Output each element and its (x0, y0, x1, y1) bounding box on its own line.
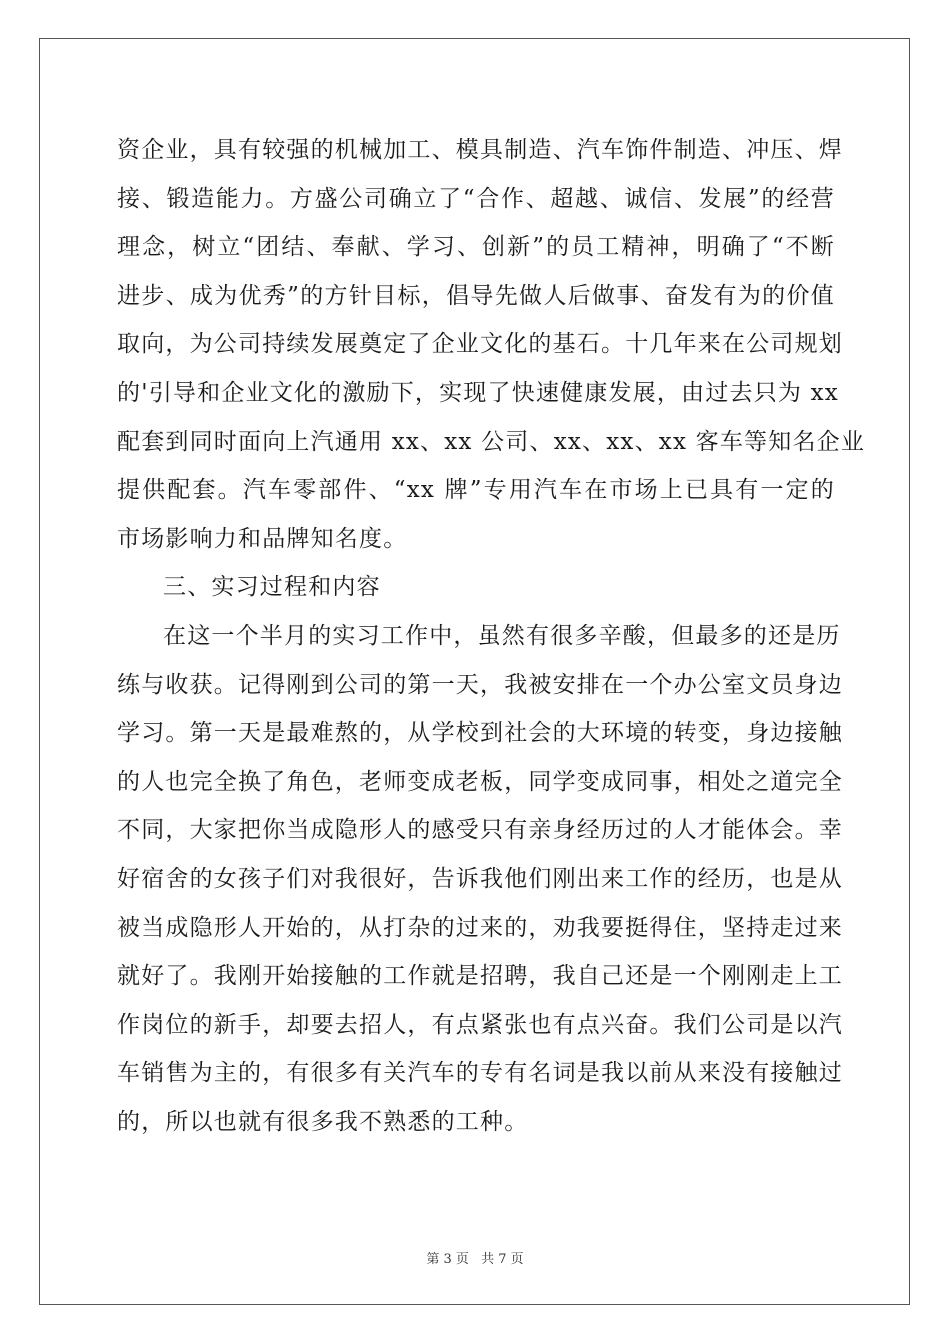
paragraph-line: 的人也完全换了角色，老师变成老板，同学变成同事，相处之道完全 (117, 768, 843, 795)
paragraph-line: 的，所以也就有很多我不熟悉的工种。 (117, 1108, 529, 1135)
paragraph-line: 好宿舍的女孩子们对我很好，告诉我他们刚出来工作的经历，也是从 (117, 865, 843, 892)
paragraph-line: 车销售为主的，有很多有关汽车的专有名词是我以前从来没有接触过 (117, 1060, 843, 1087)
document-body (117, 126, 866, 1146)
paragraph-line: 的'引导和企业文化的激励下，实现了快速健康发展，由过去只为 xx (117, 379, 839, 406)
paragraph-line: 就好了。我刚开始接触的工作就是招聘，我自己还是一个刚刚走上工 (117, 963, 843, 990)
paragraph-line: 不同，大家把你当成隐形人的感受只有亲身经历过的人才能体会。幸 (117, 817, 843, 844)
section-heading: 三、实习过程和内容 (163, 574, 381, 601)
page-total: 共 7 页 (481, 1252, 524, 1267)
paragraph-line: 取向，为公司持续发展奠定了企业文化的基石。十几年来在公司规划 (117, 331, 843, 358)
page-number: 第 3 页 (426, 1252, 469, 1267)
paragraph-line: 资企业，具有较强的机械加工、模具制造、汽车饰件制造、冲压、焊 (117, 137, 843, 163)
paragraph-line: 配套到同时面向上汽通用 xx、xx 公司、xx、xx、xx 客车等知名企业 (117, 428, 866, 455)
paragraph-line: 接、锻造能力。方盛公司确立了“合作、超越、诚信、发展”的经营 (117, 185, 835, 212)
page-footer (0, 1248, 950, 1267)
paragraph-line: 被当成隐形人开始的，从打杂的过来的，劝我要挺得住，坚持走过来 (117, 914, 843, 941)
paragraph-line: 市场影响力和品牌知名度。 (117, 525, 408, 552)
paragraph-line: 理念，树立“团结、奉献、学习、创新”的员工精神，明确了“不断 (117, 234, 835, 261)
paragraph-line: 学习。第一天是最难熬的，从学校到社会的大环境的转变，身边接触 (117, 720, 843, 747)
paragraph-line: 进步、成为优秀”的方针目标，倡导先做人后做事、奋发有为的价值 (117, 282, 835, 309)
paragraph-line: 提供配套。汽车零部件、“xx 牌”专用汽车在市场上已具有一定的 (117, 477, 835, 504)
paragraph-line: 练与收获。记得刚到公司的第一天，我被安排在一个办公室文员身边 (117, 671, 843, 698)
paragraph-line: 在这一个半月的实习工作中，虽然有很多辛酸，但最多的还是历 (163, 622, 841, 649)
paragraph-line: 作岗位的新手，却要去招人，有点紧张也有点兴奋。我们公司是以汽 (117, 1011, 843, 1038)
